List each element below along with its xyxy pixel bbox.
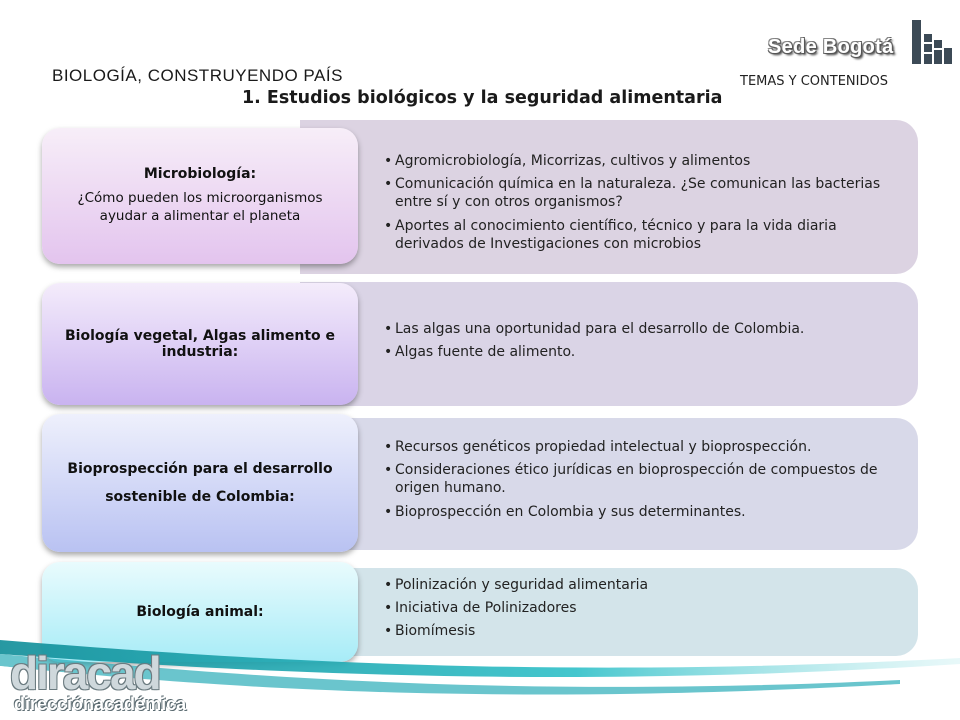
university-logo-icon [912,20,954,64]
row-4-bullet-2: • Iniciativa de Polinizadores [384,599,894,617]
row-1-label-title: Microbiología: [143,166,257,183]
direccion-academica-logo: direcciónacadémica [14,694,187,714]
row-3-bullets [384,438,894,526]
course-title: BIOLOGÍA, CONSTRUYENDO PAÍS [52,66,343,85]
row-2-bullet-2: • Algas fuente de alimento. [384,343,894,361]
row-2-bullets [384,320,894,366]
slide-title: 1. Estudios biológicos y la seguridad alimentaria [242,88,723,108]
row-1-label [42,128,358,264]
sede-bogota-logo: Sede Bogotá [768,36,894,58]
row-3-bullet-3: • Bioprospección en Colombia y sus determinantes. [384,503,894,521]
row-4-bullet-3: • Biomímesis [384,622,894,640]
row-2-label [42,283,358,405]
row-2-bullet-1: • Las algas una oportunidad para el desarrollo de Colombia. [384,320,894,338]
row-1-label-subtitle: ¿Cómo pueden los microorganismos ayudar a alimentar el planeta [77,190,323,224]
row-3-label-title: Bioprospección para el desarrollo sostenible de Colombia: [67,461,333,505]
row-4-bullet-1: • Polinización y seguridad alimentaria [384,576,894,594]
row-2-label-title: Biología vegetal, Algas alimento e industria: [65,328,335,360]
row-1-bullets [384,152,884,258]
diracad-logo: diracad [10,647,160,699]
row-1-bullet-1: • Agromicrobiología, Micorrizas, cultivos y alimentos [384,152,884,170]
row-1-bullet-2: • Comunicación química en la naturaleza. ¿Se comunican las bacterias entre sí y con otros organismos? [384,175,884,211]
section-label: TEMAS Y CONTENIDOS [740,74,888,89]
row-3-bullet-1: • Recursos genéticos propiedad intelectual y bioprospección. [384,438,894,456]
row-1-bullet-3: • Aportes al conocimiento científico, técnico y para la vida diaria derivados de Investigaciones con microbios [384,217,884,253]
row-4-label-title: Biología animal: [136,604,264,620]
row-3-bullet-2: • Consideraciones ético jurídicas en bioprospección de compuestos de origen humano. [384,461,894,497]
row-3-label [42,414,358,552]
